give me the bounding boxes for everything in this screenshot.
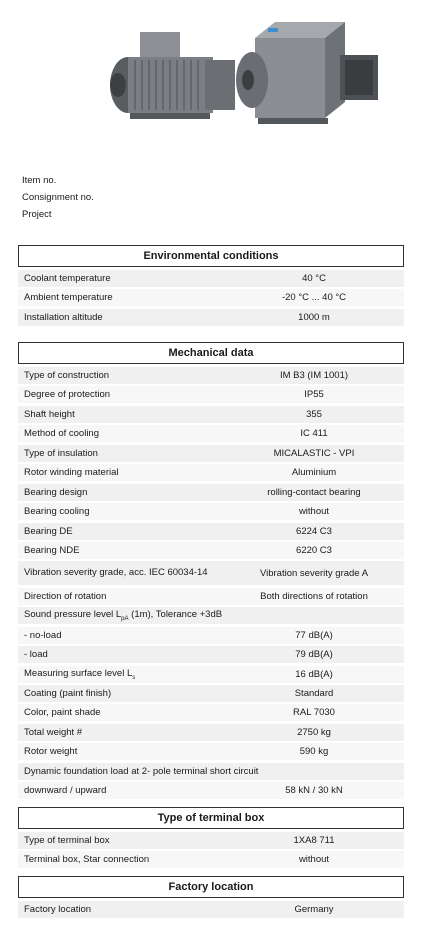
consignment-no-label: Consignment no. (22, 192, 94, 203)
row-value: 590 kg (299, 746, 329, 758)
table-row (18, 588, 404, 605)
sound-pressure-subscript: pA (121, 616, 129, 623)
table-row (18, 367, 404, 384)
row-label: Method of cooling (24, 428, 99, 440)
row-label (18, 668, 224, 681)
row-label: Shaft height (24, 408, 75, 420)
row-value: 6220 C3 (296, 544, 332, 556)
table-row (18, 704, 404, 721)
table-row (18, 523, 404, 540)
table-row (18, 607, 404, 624)
row-label: Direction of rotation (24, 590, 107, 602)
motor-product-image (0, 0, 448, 150)
section-title: Mechanical data (18, 342, 404, 364)
measuring-surface-label: Measuring surface level L (24, 667, 133, 679)
table-row (18, 503, 404, 520)
row-value: Both directions of rotation (260, 590, 368, 602)
table-row (18, 851, 404, 868)
table-row (18, 542, 404, 559)
row-label: Bearing NDE (24, 544, 80, 556)
large-motor-image (236, 22, 378, 124)
row-label: Bearing design (24, 486, 88, 498)
small-motor-image (110, 32, 235, 119)
project-label: Project (22, 209, 52, 220)
row-value: Vibration severity grade A (259, 567, 369, 579)
row-label: Ambient temperature (24, 292, 113, 304)
row-label: Rotor winding material (24, 467, 119, 479)
table-row (18, 484, 404, 501)
row-label: Type of construction (24, 370, 110, 381)
table-row (18, 561, 404, 585)
row-label: Coolant temperature (24, 273, 111, 284)
row-value: Germany (294, 904, 334, 915)
row-value: IM B3 (IM 1001) (279, 370, 349, 381)
row-value: Standard (294, 688, 334, 699)
table-row (18, 782, 404, 799)
section-title: Type of terminal box (18, 807, 404, 829)
row-value: without (298, 506, 330, 518)
row-value: RAL 7030 (293, 707, 335, 719)
table-row (18, 901, 404, 918)
row-value: 355 (306, 408, 322, 420)
row-label: Total weight # (24, 726, 83, 738)
row-label: Factory location (24, 904, 92, 915)
table-row (18, 627, 404, 644)
row-label: Rotor weight (24, 746, 78, 758)
row-value: IC 411 (300, 428, 328, 440)
item-no-label: Item no. (22, 175, 57, 186)
row-label: Installation altitude (24, 311, 103, 323)
table-row (18, 832, 404, 849)
row-value: 1XA8 711 (293, 835, 335, 846)
row-label: - load (24, 649, 48, 661)
sound-pressure-label-suffix: (1m), Tolerance +3dB (128, 609, 223, 621)
row-label (18, 609, 404, 622)
mechanical-data-section (18, 342, 404, 802)
table-row (18, 763, 404, 780)
row-value: without (298, 854, 330, 866)
table-row (18, 666, 404, 683)
table-row (18, 425, 404, 442)
row-value: 16 dB(A) (295, 668, 333, 680)
terminal-box-section (18, 807, 404, 871)
sound-pressure-label: Sound pressure level L (24, 609, 122, 621)
section-title: Factory location (18, 876, 404, 898)
table-row (18, 464, 404, 481)
row-label: Type of insulation (24, 447, 98, 459)
row-value: 6224 C3 (296, 525, 332, 537)
table-row (18, 743, 404, 760)
row-value: 58 kN / 30 kN (285, 785, 343, 797)
row-value: 1000 m (298, 311, 330, 323)
row-value: -20 °C ... 40 °C (281, 292, 347, 304)
table-row (18, 289, 404, 306)
row-label: Dynamic foundation load at 2- pole terminal short circuit (24, 765, 259, 777)
section-title: Environmental conditions (18, 245, 404, 267)
row-label: Bearing DE (24, 525, 73, 537)
measuring-surface-subscript: s (132, 674, 136, 681)
row-value: MICALASTIC - VPI (273, 447, 355, 459)
row-value: 2750 kg (297, 726, 331, 738)
row-label: Terminal box, Star connection (24, 854, 150, 866)
row-value: 79 dB(A) (295, 649, 333, 661)
row-label: Degree of protection (24, 389, 111, 401)
row-label: Bearing cooling (24, 506, 90, 518)
environmental-conditions-section (18, 245, 404, 328)
table-row (18, 270, 404, 287)
row-label: Type of terminal box (24, 835, 110, 846)
row-value: rolling-contact bearing (267, 486, 361, 498)
table-row (18, 386, 404, 403)
row-label: Coating (paint finish) (24, 688, 112, 699)
row-label: downward / upward (24, 785, 107, 797)
row-label: - no-load (24, 629, 62, 641)
table-row (18, 406, 404, 423)
row-label: Color, paint shade (24, 707, 101, 719)
row-label: Vibration severity grade, acc. IEC 60034-14 (24, 567, 208, 579)
row-value: IP55 (304, 389, 324, 401)
table-row (18, 685, 404, 702)
row-value: 77 dB(A) (295, 629, 333, 641)
table-row (18, 724, 404, 741)
factory-location-section (18, 876, 404, 920)
row-value: 40 °C (302, 273, 326, 284)
table-row (18, 309, 404, 326)
order-info (22, 172, 94, 223)
table-row (18, 445, 404, 462)
row-value: Aluminium (291, 467, 337, 479)
table-row (18, 646, 404, 663)
